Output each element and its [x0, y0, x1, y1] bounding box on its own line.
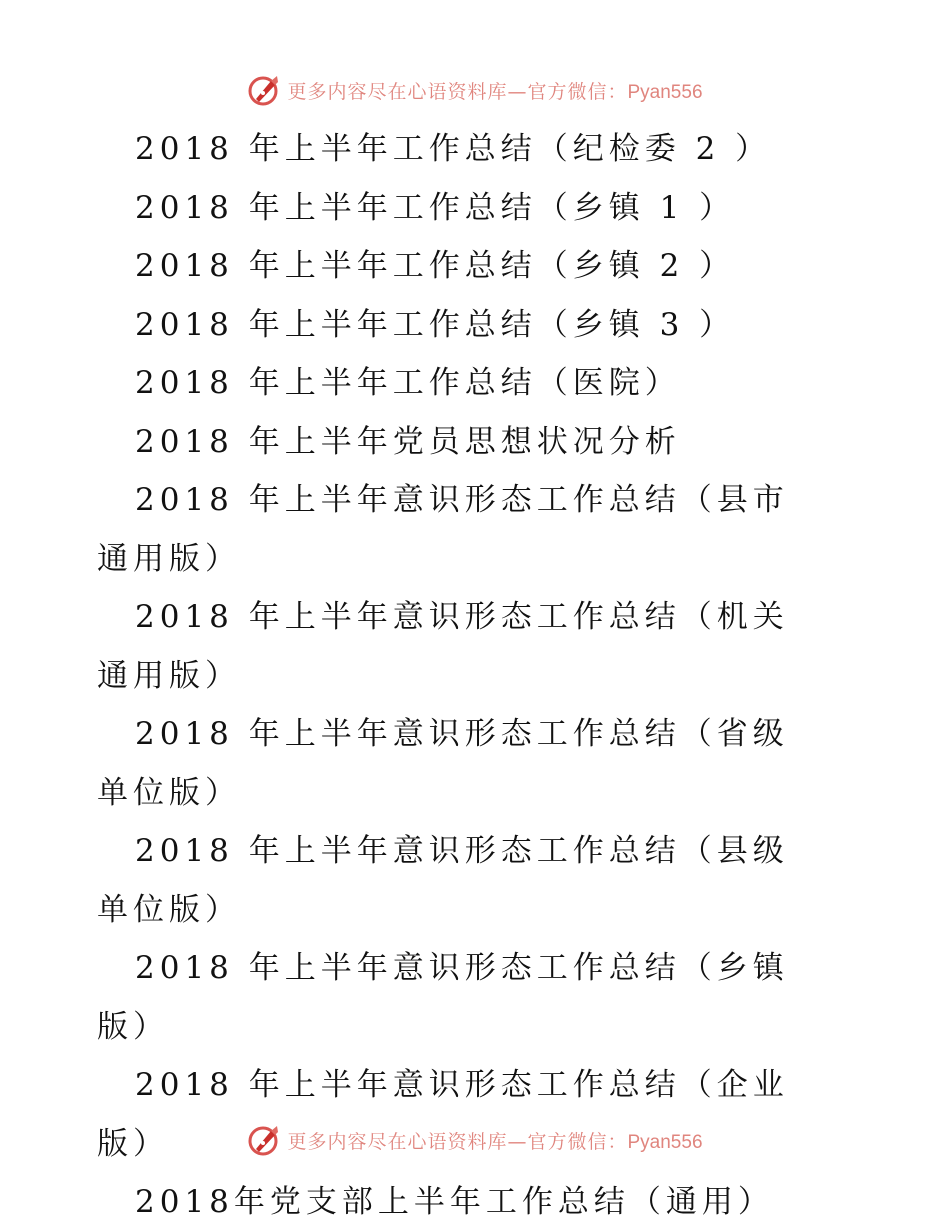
- list-item: 2018 年上半年工作总结（乡镇 3 ）: [135, 306, 736, 343]
- list-item: 2018 年上半年工作总结（医院）: [135, 365, 681, 401]
- list-item: 2018 年上半年意识形态工作总结（县市通用版）: [97, 482, 789, 577]
- banner-text: [287, 1127, 702, 1154]
- list-item: 2018 年上半年意识形态工作总结（企业版）: [97, 1067, 789, 1162]
- list-item: 2018 年上半年意识形态工作总结（乡镇版）: [97, 950, 789, 1045]
- list-item: 2018年党支部上半年工作总结（通用）: [135, 1184, 774, 1220]
- list-item: 2018 年上半年党员思想状况分析: [135, 423, 681, 460]
- list-item: 2018 年上半年意识形态工作总结（机关通用版）: [97, 599, 789, 694]
- banner-label: 更多内容尽在心语资料库—官方微信：: [287, 80, 628, 103]
- footer-watermark-banner: [0, 1120, 950, 1160]
- banner-label: 更多内容尽在心语资料库—官方微信：: [287, 1130, 628, 1153]
- list-item: 2018 年上半年工作总结（乡镇 2 ）: [135, 248, 736, 284]
- wechat-id: Pyan556: [627, 81, 703, 103]
- banner-text: [287, 77, 702, 104]
- wechat-id: Pyan556: [627, 1131, 703, 1153]
- pen-nib-circle-icon: [247, 73, 281, 107]
- list-item: 2018 年上半年工作总结（纪检委 2 ）: [135, 131, 772, 167]
- header-watermark-banner: [0, 70, 950, 110]
- document-title-list: [97, 120, 817, 1232]
- list-item: 2018 年上半年意识形态工作总结（县级单位版）: [97, 833, 789, 928]
- list-item: 2018 年上半年工作总结（乡镇 1 ）: [135, 189, 736, 226]
- pen-nib-circle-icon: [247, 1123, 281, 1157]
- list-item: 2018 年上半年意识形态工作总结（省级单位版）: [97, 716, 789, 811]
